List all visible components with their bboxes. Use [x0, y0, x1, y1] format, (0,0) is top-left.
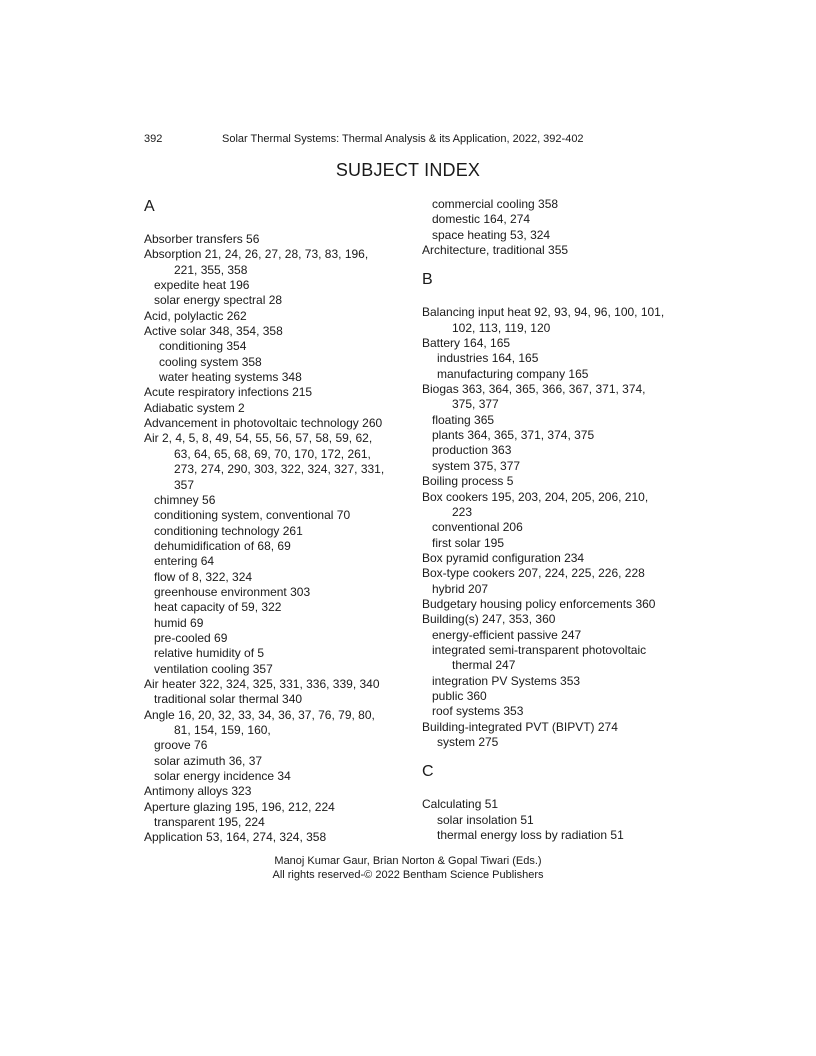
index-entry: Angle 16, 20, 32, 33, 34, 36, 37, 76, 79, 80,	[144, 707, 375, 722]
index-entry: water heating systems 348	[159, 370, 302, 385]
index-entry: Biogas 363, 364, 365, 366, 367, 371, 374,	[422, 382, 646, 397]
index-entry: Architecture, traditional 355	[422, 243, 569, 258]
index-entries-a	[144, 232, 414, 846]
index-entry: 63, 64, 65, 68, 69, 70, 170, 172, 261,	[174, 446, 371, 461]
index-entry: Box cookers 195, 203, 204, 205, 206, 210,	[422, 489, 649, 504]
index-entry: Application 53, 164, 274, 324, 358	[144, 830, 327, 845]
index-entry: humid 69	[154, 615, 204, 630]
index-entry: 102, 113, 119, 120	[452, 320, 551, 335]
index-entry: domestic 164, 274	[432, 212, 531, 227]
index-entry: Calculating 51	[422, 797, 499, 812]
index-entry: transparent 195, 224	[154, 815, 265, 830]
index-entry: Aperture glazing 195, 196, 212, 224	[144, 799, 335, 814]
index-entry: Box pyramid configuration 234	[422, 550, 585, 565]
index-entry: energy-efficient passive 247	[432, 627, 582, 642]
index-entry: system 275	[437, 735, 499, 749]
index-entry: Absorber transfers 56	[144, 232, 260, 246]
index-column-left	[144, 197, 414, 846]
index-entry: heat capacity of 59, 322	[154, 600, 282, 615]
index-entry: Building-integrated PVT (BIPVT) 274	[422, 719, 618, 734]
page-title: SUBJECT INDEX	[335, 160, 481, 180]
index-entry: groove 76	[154, 738, 208, 753]
index-entry: conditioning technology 261	[154, 523, 303, 538]
index-entry: 221, 355, 358	[174, 262, 248, 277]
index-entry: traditional solar thermal 340	[154, 692, 303, 707]
index-entry: roof systems 353	[432, 704, 524, 719]
index-entry: conditioning 354	[159, 339, 247, 354]
index-entry: integrated semi-transparent photovoltaic	[432, 642, 647, 657]
index-entry: Antimony alloys 323	[144, 784, 252, 799]
index-entry: public 360	[432, 688, 487, 703]
index-entry: Building(s) 247, 353, 360	[422, 612, 556, 627]
index-entry: Air 2, 4, 5, 8, 49, 54, 55, 56, 57, 58, 59, 62,	[144, 431, 373, 446]
index-entries-a-continued	[422, 197, 682, 258]
index-entry: Adiabatic system 2	[144, 400, 245, 415]
section-letter-b: B	[422, 271, 433, 289]
index-entry: Battery 164, 165	[422, 336, 511, 351]
index-entry: manufacturing company 165	[437, 366, 589, 381]
page-number: 392	[144, 133, 163, 145]
index-entry: Air heater 322, 324, 325, 331, 336, 339, 340	[144, 676, 380, 691]
index-entries-c	[422, 797, 682, 843]
index-entry: solar insolation 51	[437, 812, 534, 827]
index-entry: pre-cooled 69	[154, 630, 228, 645]
index-entry: plants 364, 365, 371, 374, 375	[432, 428, 595, 443]
footer-rights: All rights reserved-© 2022 Bentham Science Publishers	[272, 869, 544, 881]
index-entry: Absorption 21, 24, 26, 27, 28, 73, 83, 196,	[144, 247, 369, 262]
index-entry: Advancement in photovoltaic technology 260	[144, 416, 383, 431]
index-entry: 81, 154, 159, 160,	[174, 723, 271, 737]
index-entry: conditioning system, conventional 70	[154, 508, 351, 523]
index-entry: Acid, polylactic 262	[144, 308, 247, 323]
index-entry: Balancing input heat 92, 93, 94, 96, 100, 101,	[422, 305, 665, 320]
index-entry: cooling system 358	[159, 354, 262, 369]
index-entry: chimney 56	[154, 492, 216, 507]
index-entry: first solar 195	[432, 535, 505, 550]
index-entry: space heating 53, 324	[432, 227, 551, 242]
index-entry: flow of 8, 322, 324	[154, 569, 253, 584]
index-entry: thermal 247	[452, 658, 516, 673]
index-entry: 273, 274, 290, 303, 322, 324, 327, 331,	[174, 462, 385, 477]
index-entry: Box-type cookers 207, 224, 225, 226, 228	[422, 566, 645, 581]
index-entry: Boiling process 5	[422, 474, 514, 489]
index-column-right	[422, 197, 682, 843]
index-entry: expedite heat 196	[154, 278, 250, 293]
index-entry: dehumidification of 68, 69	[154, 538, 291, 553]
footer	[0, 854, 816, 882]
index-entry: ventilation cooling 357	[154, 661, 273, 676]
index-entry: Budgetary housing policy enforcements 360	[422, 596, 656, 611]
section-letter-a: A	[144, 198, 155, 215]
index-entry: Active solar 348, 354, 358	[144, 324, 283, 339]
index-entry: 223	[452, 504, 473, 519]
index-entry: system 375, 377	[432, 458, 521, 473]
index-entry: production 363	[432, 443, 512, 458]
index-entry: floating 365	[432, 412, 495, 427]
footer-editors: Manoj Kumar Gaur, Brian Norton & Gopal Tiwari (Eds.)	[274, 855, 542, 867]
running-title: Solar Thermal Systems: Thermal Analysis & its Application, 2022, 392-402	[222, 133, 584, 145]
index-entry: greenhouse environment 303	[154, 584, 311, 599]
index-entries-b	[422, 305, 682, 750]
index-entry: relative humidity of 5	[154, 646, 265, 661]
section-letter-c: C	[422, 763, 434, 781]
index-entry: conventional 206	[432, 520, 523, 535]
index-entry: solar energy incidence 34	[154, 769, 291, 784]
index-entry: Acute respiratory infections 215	[144, 385, 313, 400]
index-entry: 357	[174, 477, 195, 492]
index-entry: 375, 377	[452, 397, 499, 412]
index-entry: commercial cooling 358	[432, 197, 559, 211]
index-entry: entering 64	[154, 554, 215, 569]
index-entry: solar azimuth 36, 37	[154, 753, 263, 768]
index-entry: thermal energy loss by radiation 51	[437, 828, 624, 843]
index-entry: integration PV Systems 353	[432, 673, 581, 688]
index-entry: solar energy spectral 28	[154, 293, 283, 308]
index-entry: industries 164, 165	[437, 351, 539, 366]
index-entry: hybrid 207	[432, 581, 489, 596]
